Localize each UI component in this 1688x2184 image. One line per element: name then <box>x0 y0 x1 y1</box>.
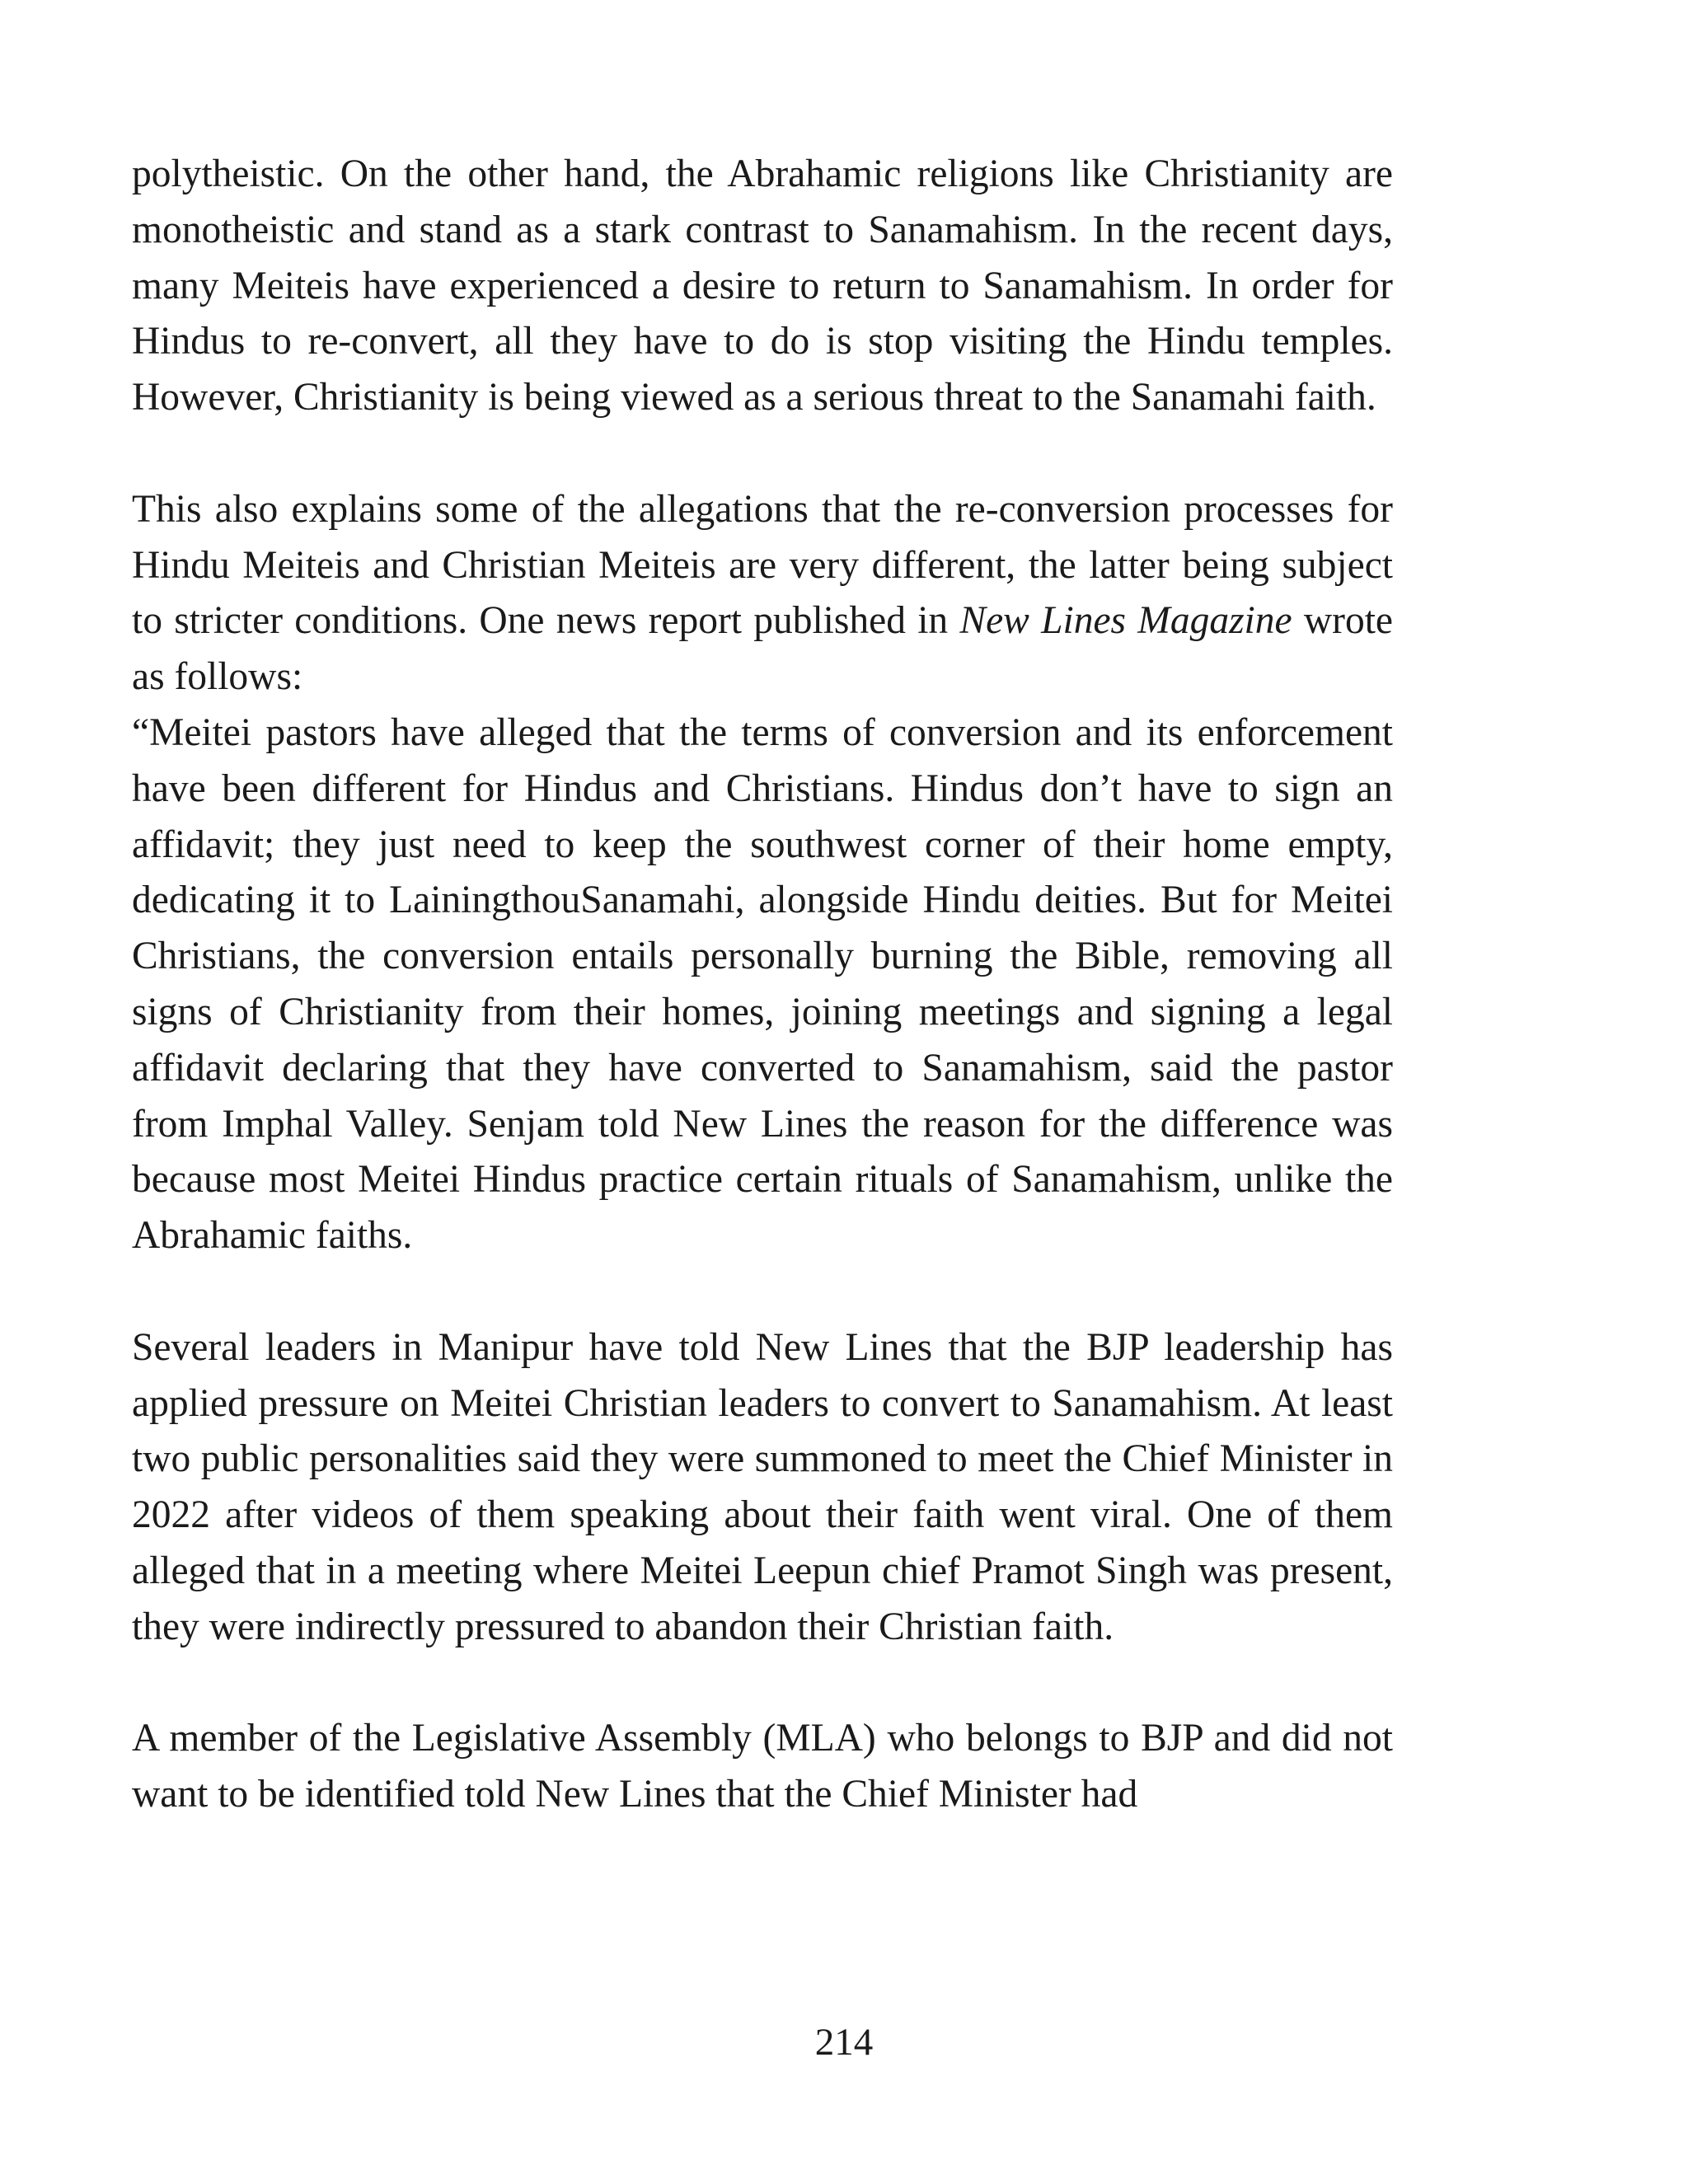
paragraph-4: Several leaders in Manipur have told New Lines that the BJP leadership has applied pressure on Meitei Christian leaders to convert to Sanamahism. At least two public personalities said they were summoned to meet the Chief Minister in 2022 after videos of them speaking about their faith went viral. One of them alleged that in a meeting where Meitei Leepun chief Pramot Singh was present, they were indirectly pressured to abandon their Christian faith. <box>132 1325 1393 1648</box>
quote-paragraph: “Meitei pastors have alleged that the terms of conversion and its enforcement have been different for Hindus and Christians. Hindus don’t have to sign an affidavit; they just need to keep the southwest corner of their home empty, dedicating it to LainingthouSanamahi, alongside Hindu deities. But for Meitei Christians, the conversion entails personally burning the Bible, removing all signs of Christianity from their homes, joining meetings and signing a legal affidavit declaring that they have converted to Sanamahism, said the pastor from Imphal Valley. Senjam told New Lines the reason for the difference was because most Meitei Hindus practice certain rituals of Sanamahism, unlike the Abrahamic faiths. <box>132 710 1393 1258</box>
paragraph-2 <box>132 482 1393 705</box>
page-number: 214 <box>814 2021 874 2064</box>
paragraph-1: polytheistic. On the other hand, the Abrahamic religions like Christianity are monotheistic and stand as a stark contrast to Sanamahism. In the recent days, many Meiteis have experienced a desire to return to Sanamahism. In order for Hindus to re-convert, all they have to do is stop visiting the Hindu temples. However, Christianity is being viewed as a serious threat to the Sanamahi faith. <box>132 152 1393 419</box>
paragraph-2-text: This also explains some of the allegations that the re-conversion processes for Hindu Meiteis and Christian Meiteis are very different, the latter being subject to stricter conditions. One news report published in <box>132 487 1393 643</box>
magazine-title: New Lines Magazine <box>959 599 1292 643</box>
paragraph-2-after: wrote as follows: <box>132 599 1393 699</box>
body-text <box>132 147 1393 1823</box>
paragraph-5: A member of the Legislative Assembly (MLA) who belongs to BJP and did not want to be identified told New Lines that the Chief Minister had <box>132 1717 1393 1816</box>
